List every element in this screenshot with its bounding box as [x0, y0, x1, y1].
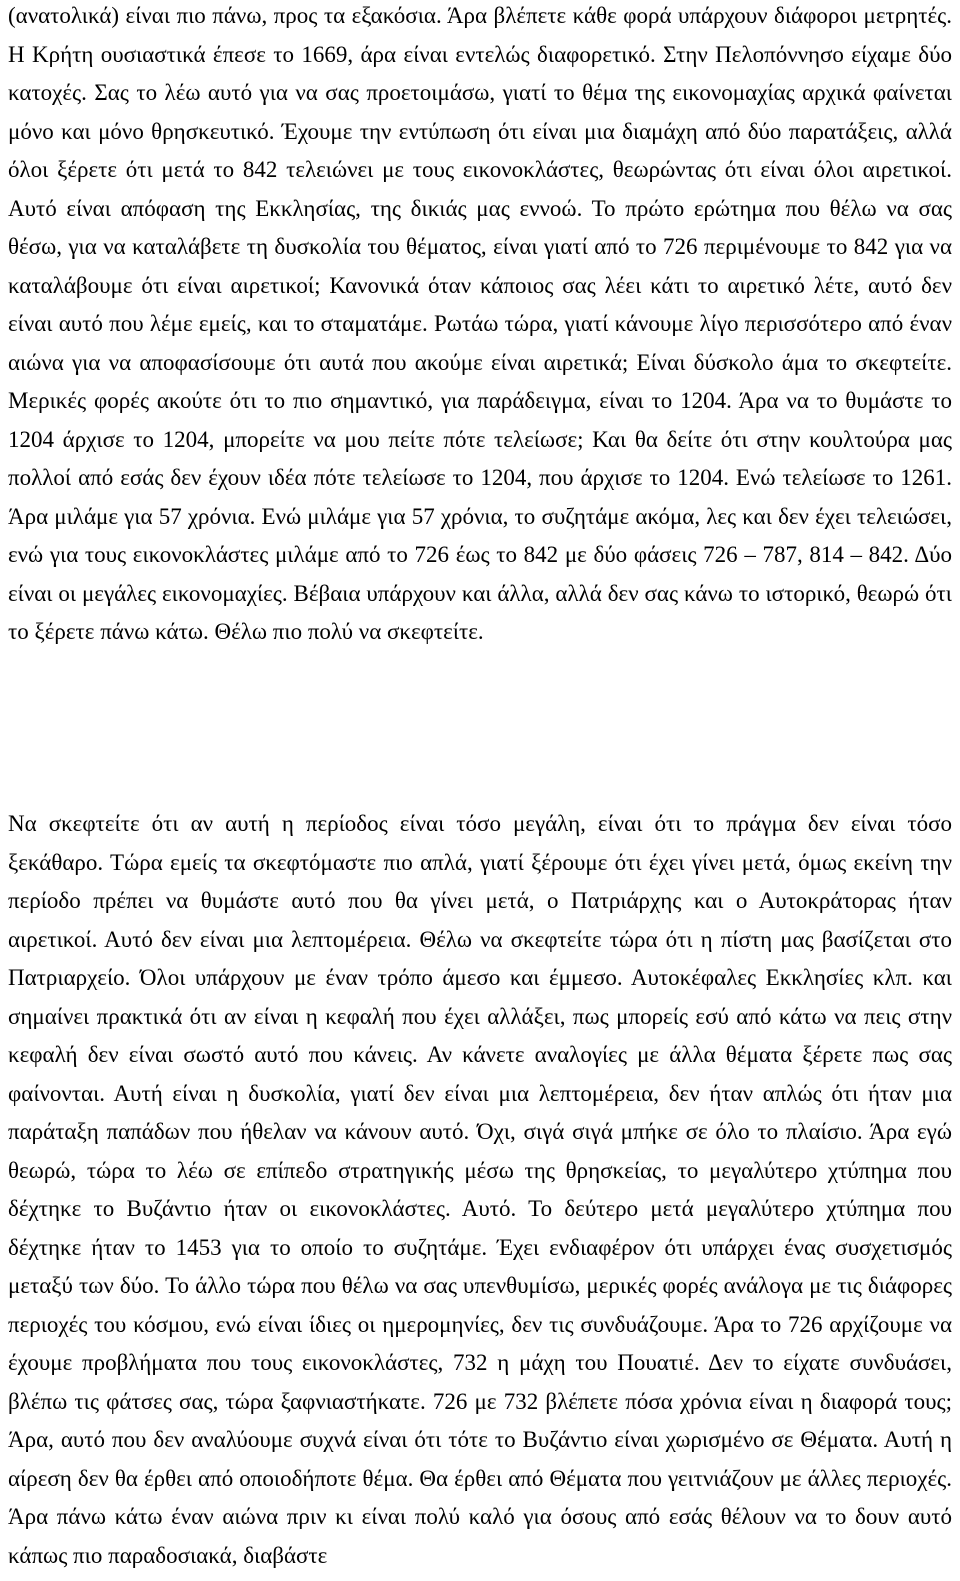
- paragraph-2: Να σκεφτείτε ότι αν αυτή η περίοδος είναι τόσο μεγάλη, είναι ότι το πράγμα δεν είναι τόσο ξεκάθαρο. Τώρα εμείς τα σκεφτόμαστε πιο απλά, γιατί ξέρουμε ότι έχει γίνει μετά, όμως εκείνη την περίοδο πρέπει να θυμάστε αυτό που θα γίνει μετά, ο Πατριάρχης και ο Αυτοκράτορας ήταν αιρετικοί. Αυτό δεν είναι μια λεπτομέρεια. Θέλω να σκεφτείτε τώρα ότι η πίστη μας βασίζεται στο Πατριαρχείο. Όλοι υπάρχουν με έναν τρόπο άμεσο και έμμεσο. Αυτοκέφαλες Εκκλησίες κλπ. και σημαίνει πρακτικά ότι αν είναι η κεφαλή που έχει αλλάξει, πως μπορείς εσύ από κάτω να πεις στην κεφαλή δεν είναι σωστό αυτό που κάνεις. Αν κάνετε αναλογίες με άλλα θέματα ξέρετε πως σας φαίνονται. Αυτή είναι η δυσκολία, γιατί δεν είναι μια λεπτομέρεια, δεν ήταν απλώς ότι ήταν μια παράταξη παπάδων που ήθελαν να κάνουν αυτό. Όχι, σιγά σιγά μπήκε σε όλο το πλαίσιο. Άρα εγώ θεωρώ, τώρα το λέω σε επίπεδο στρατηγικής μέσω της θρησκείας, το μεγαλύτερο χτύπημα που δέχτηκε το Βυζάντιο ήταν οι εικονοκλάστες. Αυτό. Το δεύτερο μετά μεγαλύτερο χτύπημα που δέχτηκε ήταν το 1453 για το οποίο το συζητάμε. Έχει ενδιαφέρον ότι υπάρχει ένας συσχετισμός μεταξύ των δύο. Το άλλο τώρα που θέλω να σας υπενθυμίσω, μερικές φορές ανάλογα με τις διάφορες περιοχές του κόσμου, ενώ είναι ίδιες οι ημερομηνίες, δεν τις συνδυάζουμε. Άρα το 726 αρχίζουμε να έχουμε προβλήματα που τους εικονοκλάστες, 732 η μάχη του Πουατιέ. Δεν το είχατε συνδυάσει, βλέπω τις φάτσες σας, τώρα ξαφνιαστήκατε. 726 με 732 βλέπετε πόσα χρόνια είναι η διαφορά τους; Άρα, αυτό που δεν αναλύουμε συχνά είναι ότι τότε το Βυζάντιο είναι χωρισμένο σε Θέματα. Αυτή η αίρεση δεν θα έρθει από οποιοδήποτε θέμα. Θα έρθει από Θέματα που γειτνιάζουν με άλλες περιοχές. Άρα πάνω κάτω έναν αιώνα πριν κι είναι πολύ καλό για όσους από εσάς θέλουν να το δουν αυτό κάπως πιο παραδοσιακά, διαβάστε: [8, 811, 952, 1568]
- paragraph-1: (ανατολικά) είναι πιο πάνω, προς τα εξακόσια. Άρα βλέπετε κάθε φορά υπάρχουν διάφοροι μετρητές. Η Κρήτη ουσιαστικά έπεσε το 1669, άρα είναι εντελώς διαφορετικό. Στην Πελοπόννησο είχαμε δύο κατοχές. Σας το λέω αυτό για να σας προετοιμάσω, γιατί το θέμα της εικονομαχίας αρχικά φαίνεται μόνο και μόνο θρησκευτικό. Έχουμε την εντύπωση ότι είναι μια διαμάχη από δύο παρατάξεις, αλλά όλοι ξέρετε ότι μετά το 842 τελειώνει με τους εικονοκλάστες, θεωρώντας ότι είναι όλοι αιρετικοί. Αυτό είναι απόφαση της Εκκλησίας, της δικιάς μας εννοώ. Το πρώτο ερώτημα που θέλω να σας θέσω, για να καταλάβετε τη δυσκολία του θέματος, είναι γιατί από το 726 περιμένουμε το 842 για να καταλάβουμε ότι είναι αιρετικοί; Κανονικά όταν κάποιος σας λέει κάτι το αιρετικό λέτε, αυτό δεν είναι αυτό που λέμε εμείς, και το σταματάμε. Ρωτάω τώρα, γιατί κάνουμε λίγο περισσότερο από έναν αιώνα για να αποφασίσουμε ότι αυτά που ακούμε είναι αιρετικά; Είναι δύσκολο άμα το σκεφτείτε. Μερικές φορές ακούτε ότι το πιο σημαντικό, για παράδειγμα, είναι το 1204. Άρα να το θυμάστε το 1204 άρχισε το 1204, μπορείτε να μου πείτε πότε τελείωσε; Και θα δείτε ότι στην κουλτούρα μας πολλοί από εσάς δεν έχουν ιδέα πότε τελείωσε το 1204, που άρχισε το 1204. Ενώ τελείωσε το 1261. Άρα μιλάμε για 57 χρόνια. Ενώ μιλάμε για 57 χρόνια, το συζητάμε ακόμα, λες και δεν έχει τελειώσει, ενώ για τους εικονοκλάστες μιλάμε από το 726 έως το 842 με δύο φάσεις 726 – 787, 814 – 842. Δύο είναι οι μεγάλες εικονομαχίες. Βέβαια υπάρχουν και άλλα, αλλά δεν σας κάνω το ιστορικό, θεωρώ ότι το ξέρετε πάνω κάτω. Θέλω πιο πολύ να σκεφτείτε.: [8, 3, 952, 644]
